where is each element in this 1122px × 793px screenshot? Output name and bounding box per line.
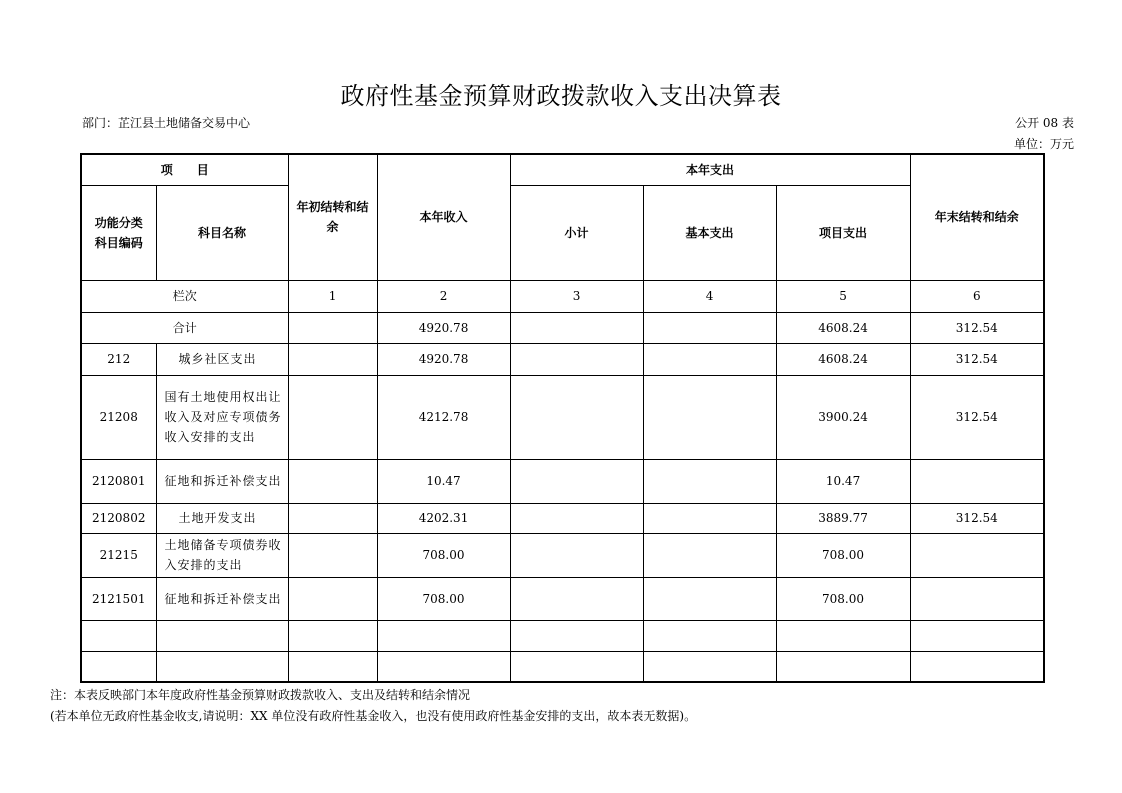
row-project: 3900.24 <box>776 375 910 459</box>
header-basic: 基本支出 <box>643 185 776 280</box>
row-begin <box>288 375 377 459</box>
table-row <box>81 343 1044 375</box>
row-basic <box>643 343 776 375</box>
row-project: 708.00 <box>776 533 910 577</box>
row-basic <box>643 375 776 459</box>
row-subtotal <box>510 375 643 459</box>
header-subtotal: 小计 <box>510 185 643 280</box>
row-begin <box>288 577 377 620</box>
row-code: 2120801 <box>81 459 156 503</box>
row-code: 2120802 <box>81 503 156 533</box>
row-end <box>910 577 1044 620</box>
row-name: 征地和拆迁补偿支出 <box>156 577 288 620</box>
row-code <box>81 651 156 682</box>
col-index-label: 栏次 <box>81 280 288 312</box>
row-subtotal <box>510 503 643 533</box>
row-begin <box>288 533 377 577</box>
row-project <box>776 620 910 651</box>
row-end: 312.54 <box>910 503 1044 533</box>
footnote-line-1: 注：本表反映部门本年度政府性基金预算财政拨款收入、支出及结转和结余情况 <box>50 688 471 702</box>
row-name: 土地开发支出 <box>156 503 288 533</box>
table-row <box>81 651 1044 682</box>
row-income: 708.00 <box>377 577 510 620</box>
col-index-4: 4 <box>643 280 776 312</box>
row-income: 4212.78 <box>377 375 510 459</box>
row-end <box>910 459 1044 503</box>
total-project: 4608.24 <box>776 312 910 343</box>
header-end-balance: 年末结转和结余 <box>910 154 1044 280</box>
total-income: 4920.78 <box>377 312 510 343</box>
header-subject-name: 科目名称 <box>156 185 288 280</box>
row-begin <box>288 651 377 682</box>
col-index-6: 6 <box>910 280 1044 312</box>
table-row <box>81 577 1044 620</box>
row-basic <box>643 533 776 577</box>
total-end: 312.54 <box>910 312 1044 343</box>
row-subtotal <box>510 459 643 503</box>
table-row <box>81 459 1044 503</box>
row-basic <box>643 651 776 682</box>
row-basic <box>643 459 776 503</box>
header-func-code: 功能分类科目编码 <box>81 185 156 280</box>
header-project: 项目支出 <box>776 185 910 280</box>
budget-table <box>80 153 1045 683</box>
table-row <box>81 620 1044 651</box>
header-expense: 本年支出 <box>510 154 910 185</box>
row-subtotal <box>510 620 643 651</box>
row-income: 4920.78 <box>377 343 510 375</box>
row-name: 土地储备专项债券收入安排的支出 <box>156 533 288 577</box>
row-code: 212 <box>81 343 156 375</box>
header-item: 项 目 <box>81 154 288 185</box>
total-basic <box>643 312 776 343</box>
unit-label: 单位：万元 <box>1013 137 1074 151</box>
row-subtotal <box>510 343 643 375</box>
row-end <box>910 651 1044 682</box>
row-income: 10.47 <box>377 459 510 503</box>
col-index-3: 3 <box>510 280 643 312</box>
table-row <box>81 533 1044 577</box>
total-label: 合计 <box>81 312 288 343</box>
table-row <box>81 503 1044 533</box>
row-name: 征地和拆迁补偿支出 <box>156 459 288 503</box>
row-code: 21208 <box>81 375 156 459</box>
row-name <box>156 620 288 651</box>
row-income <box>377 620 510 651</box>
row-project: 708.00 <box>776 577 910 620</box>
row-income: 4202.31 <box>377 503 510 533</box>
row-begin <box>288 620 377 651</box>
row-project <box>776 651 910 682</box>
row-begin <box>288 343 377 375</box>
total-subtotal <box>510 312 643 343</box>
table-number: 公开 08 表 <box>1015 116 1074 130</box>
header-income: 本年收入 <box>377 154 510 280</box>
row-basic <box>643 577 776 620</box>
row-subtotal <box>510 577 643 620</box>
row-begin <box>288 459 377 503</box>
footnote-line-2: (若本单位无政府性基金收支,请说明：XX 单位没有政府性基金收入，也没有使用政府性基金安排的支出，故本表无数据)。 <box>50 709 697 723</box>
row-project: 10.47 <box>776 459 910 503</box>
row-code: 2121501 <box>81 577 156 620</box>
table-row <box>81 375 1044 459</box>
row-basic <box>643 503 776 533</box>
row-project: 4608.24 <box>776 343 910 375</box>
row-name: 城乡社区支出 <box>156 343 288 375</box>
total-row <box>81 312 1044 343</box>
col-index-5: 5 <box>776 280 910 312</box>
total-begin <box>288 312 377 343</box>
row-code <box>81 620 156 651</box>
col-index-2: 2 <box>377 280 510 312</box>
row-income <box>377 651 510 682</box>
row-subtotal <box>510 651 643 682</box>
row-basic <box>643 620 776 651</box>
row-code: 21215 <box>81 533 156 577</box>
row-name <box>156 651 288 682</box>
row-begin <box>288 503 377 533</box>
row-end <box>910 533 1044 577</box>
row-subtotal <box>510 533 643 577</box>
header-begin-balance: 年初结转和结余 <box>288 154 377 280</box>
department-label: 部门：芷江县土地储备交易中心 <box>82 116 251 130</box>
row-end: 312.54 <box>910 343 1044 375</box>
row-end: 312.54 <box>910 375 1044 459</box>
row-income: 708.00 <box>377 533 510 577</box>
col-index-1: 1 <box>288 280 377 312</box>
page-title: 政府性基金预算财政拨款收入支出决算表 <box>340 82 782 110</box>
row-project: 3889.77 <box>776 503 910 533</box>
row-end <box>910 620 1044 651</box>
row-name: 国有土地使用权出让收入及对应专项债务收入安排的支出 <box>156 375 288 459</box>
